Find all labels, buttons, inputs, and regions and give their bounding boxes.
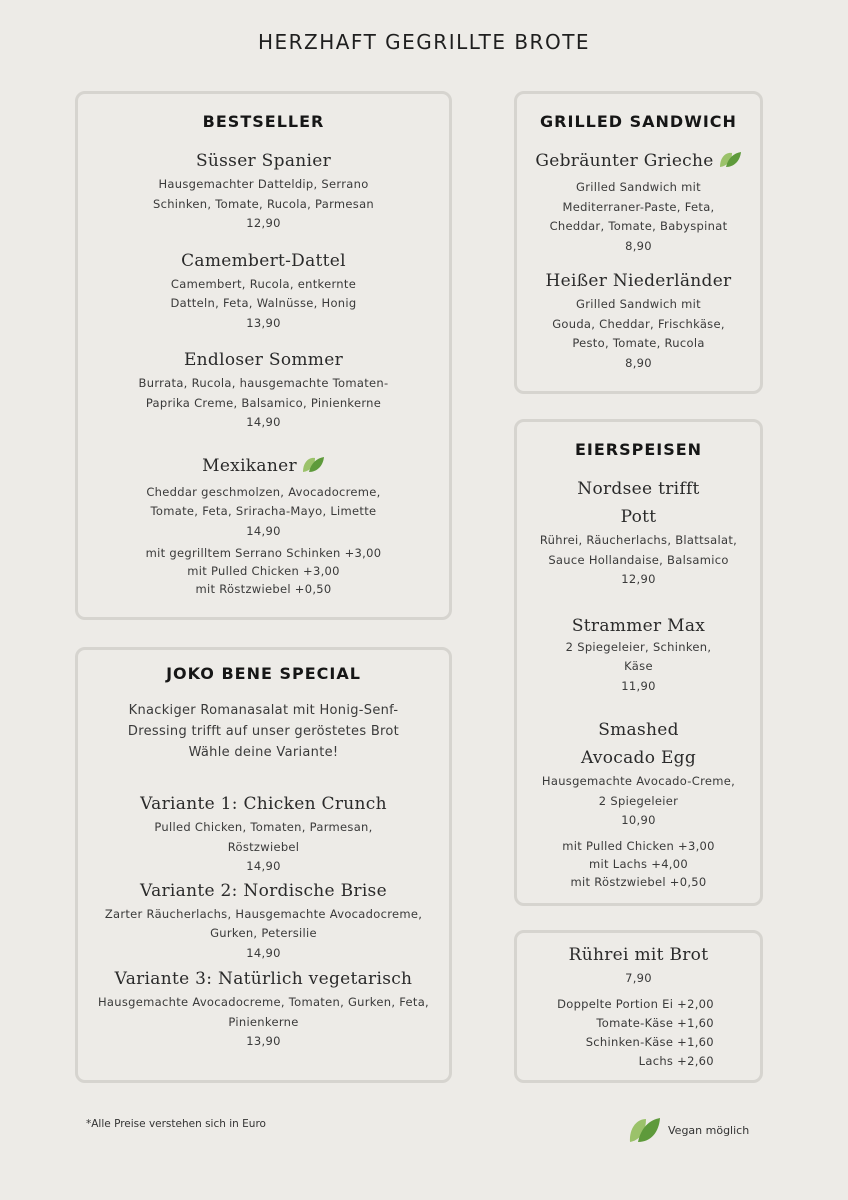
grilled-sandwich-title: GRILLED SANDWICH xyxy=(540,112,737,131)
eierspeisen-card xyxy=(514,419,763,906)
item-name: Strammer Max xyxy=(571,615,706,636)
item-description: Sauce Hollandaise, Balsamico xyxy=(548,552,729,567)
item-name: Gebräunter Grieche xyxy=(535,151,714,171)
item-name: Avocado Egg xyxy=(580,748,697,768)
vegan-leaf-icon xyxy=(301,454,325,483)
item-description: Schinken, Tomate, Rucola, Parmesan xyxy=(152,196,375,211)
item-name: Pott xyxy=(620,507,657,527)
joko-intro xyxy=(78,700,449,763)
item-price: 13,90 xyxy=(246,1034,281,1048)
item-description: 2 Spiegeleier, Schinken, xyxy=(565,639,712,654)
menu-item xyxy=(78,877,449,964)
item-name: Heißer Niederländer xyxy=(545,271,732,291)
item-description: Zarter Räucherlachs, Hausgemachte Avocadocreme, xyxy=(104,906,423,921)
item-description: Camembert, Rucola, entkernte xyxy=(170,276,357,291)
item-description: Paprika Creme, Balsamico, Pinienkerne xyxy=(145,395,382,410)
menu-item xyxy=(78,247,449,334)
item-price: 8,90 xyxy=(625,238,652,253)
item-price: 14,90 xyxy=(246,415,281,429)
item-extra: mit Lachs +4,00 xyxy=(588,856,688,871)
price-note: *Alle Preise verstehen sich in Euro xyxy=(86,1118,266,1130)
item-extra: mit Pulled Chicken +3,00 xyxy=(187,564,340,578)
item-description: Röstzwiebel xyxy=(227,839,300,854)
item-price: 12,90 xyxy=(621,572,656,586)
addon-item: Lachs +2,60 xyxy=(638,1053,714,1068)
item-price: 7,90 xyxy=(625,971,652,985)
item-description: Rührei, Räucherlachs, Blattsalat, xyxy=(539,533,738,547)
grilled-sandwich-card xyxy=(514,91,763,394)
item-description: Grilled Sandwich mit xyxy=(576,297,701,311)
item-description: Mediterraner-Paste, Feta, xyxy=(562,199,715,214)
item-price: 14,90 xyxy=(246,859,281,873)
vegan-leaf-icon xyxy=(628,1114,662,1148)
item-description: Cheddar, Tomate, Babyspinat xyxy=(549,219,728,233)
vegan-leaf-icon xyxy=(718,149,742,178)
item-price: 14,90 xyxy=(246,523,281,538)
addon-item: Schinken-Käse +1,60 xyxy=(585,1034,714,1049)
item-description: Grilled Sandwich mit xyxy=(576,180,701,194)
menu-item xyxy=(78,790,449,877)
menu-item xyxy=(517,475,760,590)
bestseller-card xyxy=(75,91,452,620)
item-description: Cheddar geschmolzen, Avocadocreme, xyxy=(146,484,381,499)
eierspeisen-title: EIERSPEISEN xyxy=(574,440,703,459)
menu-item xyxy=(517,614,760,697)
item-description: Pulled Chicken, Tomaten, Parmesan, xyxy=(154,820,373,834)
addon-list xyxy=(557,995,714,1071)
bestseller-title: BESTSELLER xyxy=(202,112,325,131)
item-extra: mit Röstzwiebel +0,50 xyxy=(195,582,332,596)
item-name: Variante 1: Chicken Crunch xyxy=(140,794,387,814)
joko-bene-card xyxy=(75,647,452,1083)
item-description: Datteln, Feta, Walnüsse, Honig xyxy=(170,296,357,310)
joko-bene-title: JOKO BENE SPECIAL xyxy=(166,664,361,683)
menu-item xyxy=(78,452,449,599)
menu-item xyxy=(78,147,449,234)
addon-item: Tomate-Käse +1,60 xyxy=(596,1015,714,1030)
menu-item xyxy=(517,267,760,373)
page-title: HERZHAFT GEGRILLTE BROTE xyxy=(257,30,591,54)
item-extra: mit gegrilltem Serrano Schinken +3,00 xyxy=(145,546,382,560)
menu-item xyxy=(517,716,760,891)
ruehrei-card xyxy=(514,930,763,1083)
item-description: 2 Spiegeleier xyxy=(598,793,679,808)
item-description: Tomate, Feta, Sriracha-Mayo, Limette xyxy=(150,504,377,518)
item-description: Pesto, Tomate, Rucola xyxy=(572,336,705,350)
intro-line: Dressing trifft auf unser geröstetes Brot xyxy=(127,724,400,739)
item-price: 10,90 xyxy=(621,813,656,827)
item-description: Käse xyxy=(624,659,653,673)
addon-item: Doppelte Portion Ei +2,00 xyxy=(557,996,714,1011)
item-price: 13,90 xyxy=(246,315,281,330)
item-name: Variante 3: Natürlich vegetarisch xyxy=(114,969,413,989)
item-name-row xyxy=(517,147,760,178)
item-name: Smashed xyxy=(598,720,679,740)
item-description: Hausgemachte Avocadocreme, Tomaten, Gurken, Feta, xyxy=(97,995,430,1009)
item-name: Camembert-Dattel xyxy=(181,250,346,271)
item-price: 8,90 xyxy=(625,355,652,370)
item-name: Endloser Sommer xyxy=(183,350,344,370)
item-description: Gouda, Cheddar, Frischkäse, xyxy=(552,316,725,331)
item-description: Hausgemachter Datteldip, Serrano xyxy=(158,177,369,191)
item-price: 12,90 xyxy=(246,216,281,230)
vegan-legend xyxy=(628,1114,768,1144)
item-price: 14,90 xyxy=(246,945,281,960)
menu-item xyxy=(78,346,449,433)
item-price: 11,90 xyxy=(621,678,656,693)
intro-line: Knackiger Romanasalat mit Honig-Senf- xyxy=(128,703,399,718)
item-description: Pinienkerne xyxy=(228,1014,299,1029)
intro-line: Wähle deine Variante! xyxy=(188,745,339,760)
item-name: Nordsee trifft xyxy=(577,479,700,499)
item-name: Mexikaner xyxy=(202,455,297,476)
item-description: Burrata, Rucola, hausgemachte Tomaten- xyxy=(138,376,389,390)
menu-item xyxy=(517,147,760,256)
item-extra: mit Röstzwiebel +0,50 xyxy=(570,874,707,889)
item-name: Rührei mit Brot xyxy=(568,945,709,965)
item-description: Gurken, Petersilie xyxy=(210,926,317,940)
item-name-row xyxy=(78,452,449,483)
item-extra: mit Pulled Chicken +3,00 xyxy=(562,838,715,853)
item-name: Süsser Spanier xyxy=(195,151,332,171)
item-name: Variante 2: Nordische Brise xyxy=(140,880,387,901)
vegan-legend-label: Vegan möglich xyxy=(668,1124,750,1137)
item-description: Hausgemachte Avocado-Creme, xyxy=(541,774,736,788)
menu-item xyxy=(78,965,449,1052)
